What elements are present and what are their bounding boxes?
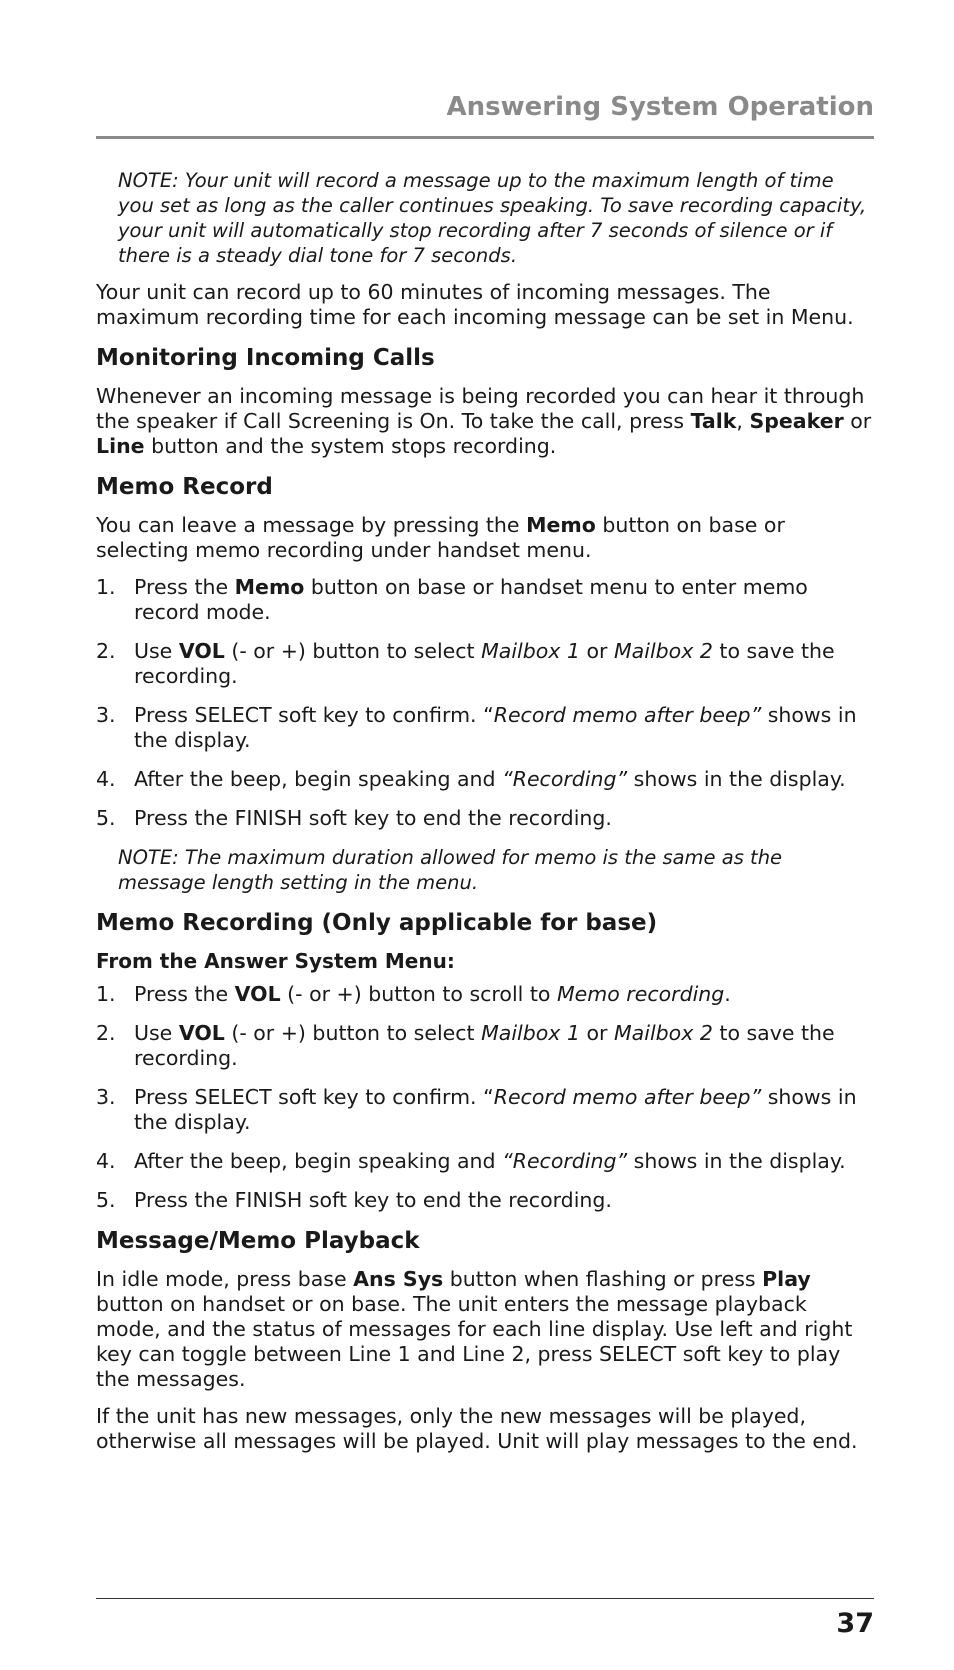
memo-record-steps (96, 575, 874, 831)
list-item: 4. After the beep, begin speaking and “Recording” shows in the display. (96, 1149, 846, 1173)
page-content (96, 168, 874, 1466)
monitoring-paragraph: Whenever an incoming message is being recorded you can hear it through the speaker if Call Screening is On. To take the call, press Talk, Speaker or Line button and the system stops recording. (96, 384, 872, 458)
list-item: 3. Press SELECT soft key to confirm. “Record memo after beep” shows in the display. (96, 1085, 857, 1134)
heading-monitoring: Monitoring Incoming Calls (96, 345, 435, 371)
list-item: 5. Press the FINISH soft key to end the recording. (96, 806, 612, 830)
list-item: 1. Press the Memo button on base or handset menu to enter memo record mode. (96, 575, 808, 624)
note-recording-length: NOTE: Your unit will record a message up to the maximum length of time you set as long as the caller continues speaking. To save recording capacity, your unit will automatically stop recording after 7 seconds of silence or if there is a steady dial tone for 7 seconds. (118, 169, 867, 267)
heading-memo-recording-base: Memo Recording (Only applicable for base) (96, 910, 658, 936)
footer-rule (96, 1598, 874, 1599)
list-item: 2. Use VOL (- or +) button to select Mailbox 1 or Mailbox 2 to save the recording. (96, 639, 835, 688)
list-item: 3. Press SELECT soft key to confirm. “Record memo after beep” shows in the display. (96, 703, 857, 752)
memo-record-paragraph: You can leave a message by pressing the Memo button on base or selecting memo recording under handset menu. (96, 513, 785, 562)
header-rule (96, 136, 874, 139)
list-item: 4. After the beep, begin speaking and “Recording” shows in the display. (96, 767, 846, 791)
heading-playback: Message/Memo Playback (96, 1228, 420, 1254)
note-memo-duration: NOTE: The maximum duration allowed for memo is the same as the message length setting in the menu. (118, 846, 783, 894)
intro-paragraph: Your unit can record up to 60 minutes of incoming messages. The maximum recording time for each incoming message can be set in Menu. (96, 280, 854, 329)
list-item: 2. Use VOL (- or +) button to select Mailbox 1 or Mailbox 2 to save the recording. (96, 1021, 835, 1070)
list-item: 1. Press the VOL (- or +) button to scroll to Memo recording. (96, 982, 731, 1006)
subheading-answer-system-menu: From the Answer System Menu: (96, 949, 455, 973)
playback-paragraph-2: If the unit has new messages, only the new messages will be played, otherwise all messages will be played. Unit will play messages to the end. (96, 1404, 858, 1453)
heading-memo-record: Memo Record (96, 474, 273, 500)
memo-recording-base-steps (96, 982, 874, 1213)
playback-paragraph-1: In idle mode, press base Ans Sys button when flashing or press Play button on handset or on base. The unit enters the message playback mode, and the status of messages for each line display. Use left and right key can toggle between Line 1 and Line 2, press SELECT soft key to play the messages. (96, 1267, 853, 1391)
list-item: 5. Press the FINISH soft key to end the recording. (96, 1188, 612, 1212)
page-number: 37 (836, 1608, 874, 1639)
page-header-title: Answering System Operation (446, 92, 874, 122)
